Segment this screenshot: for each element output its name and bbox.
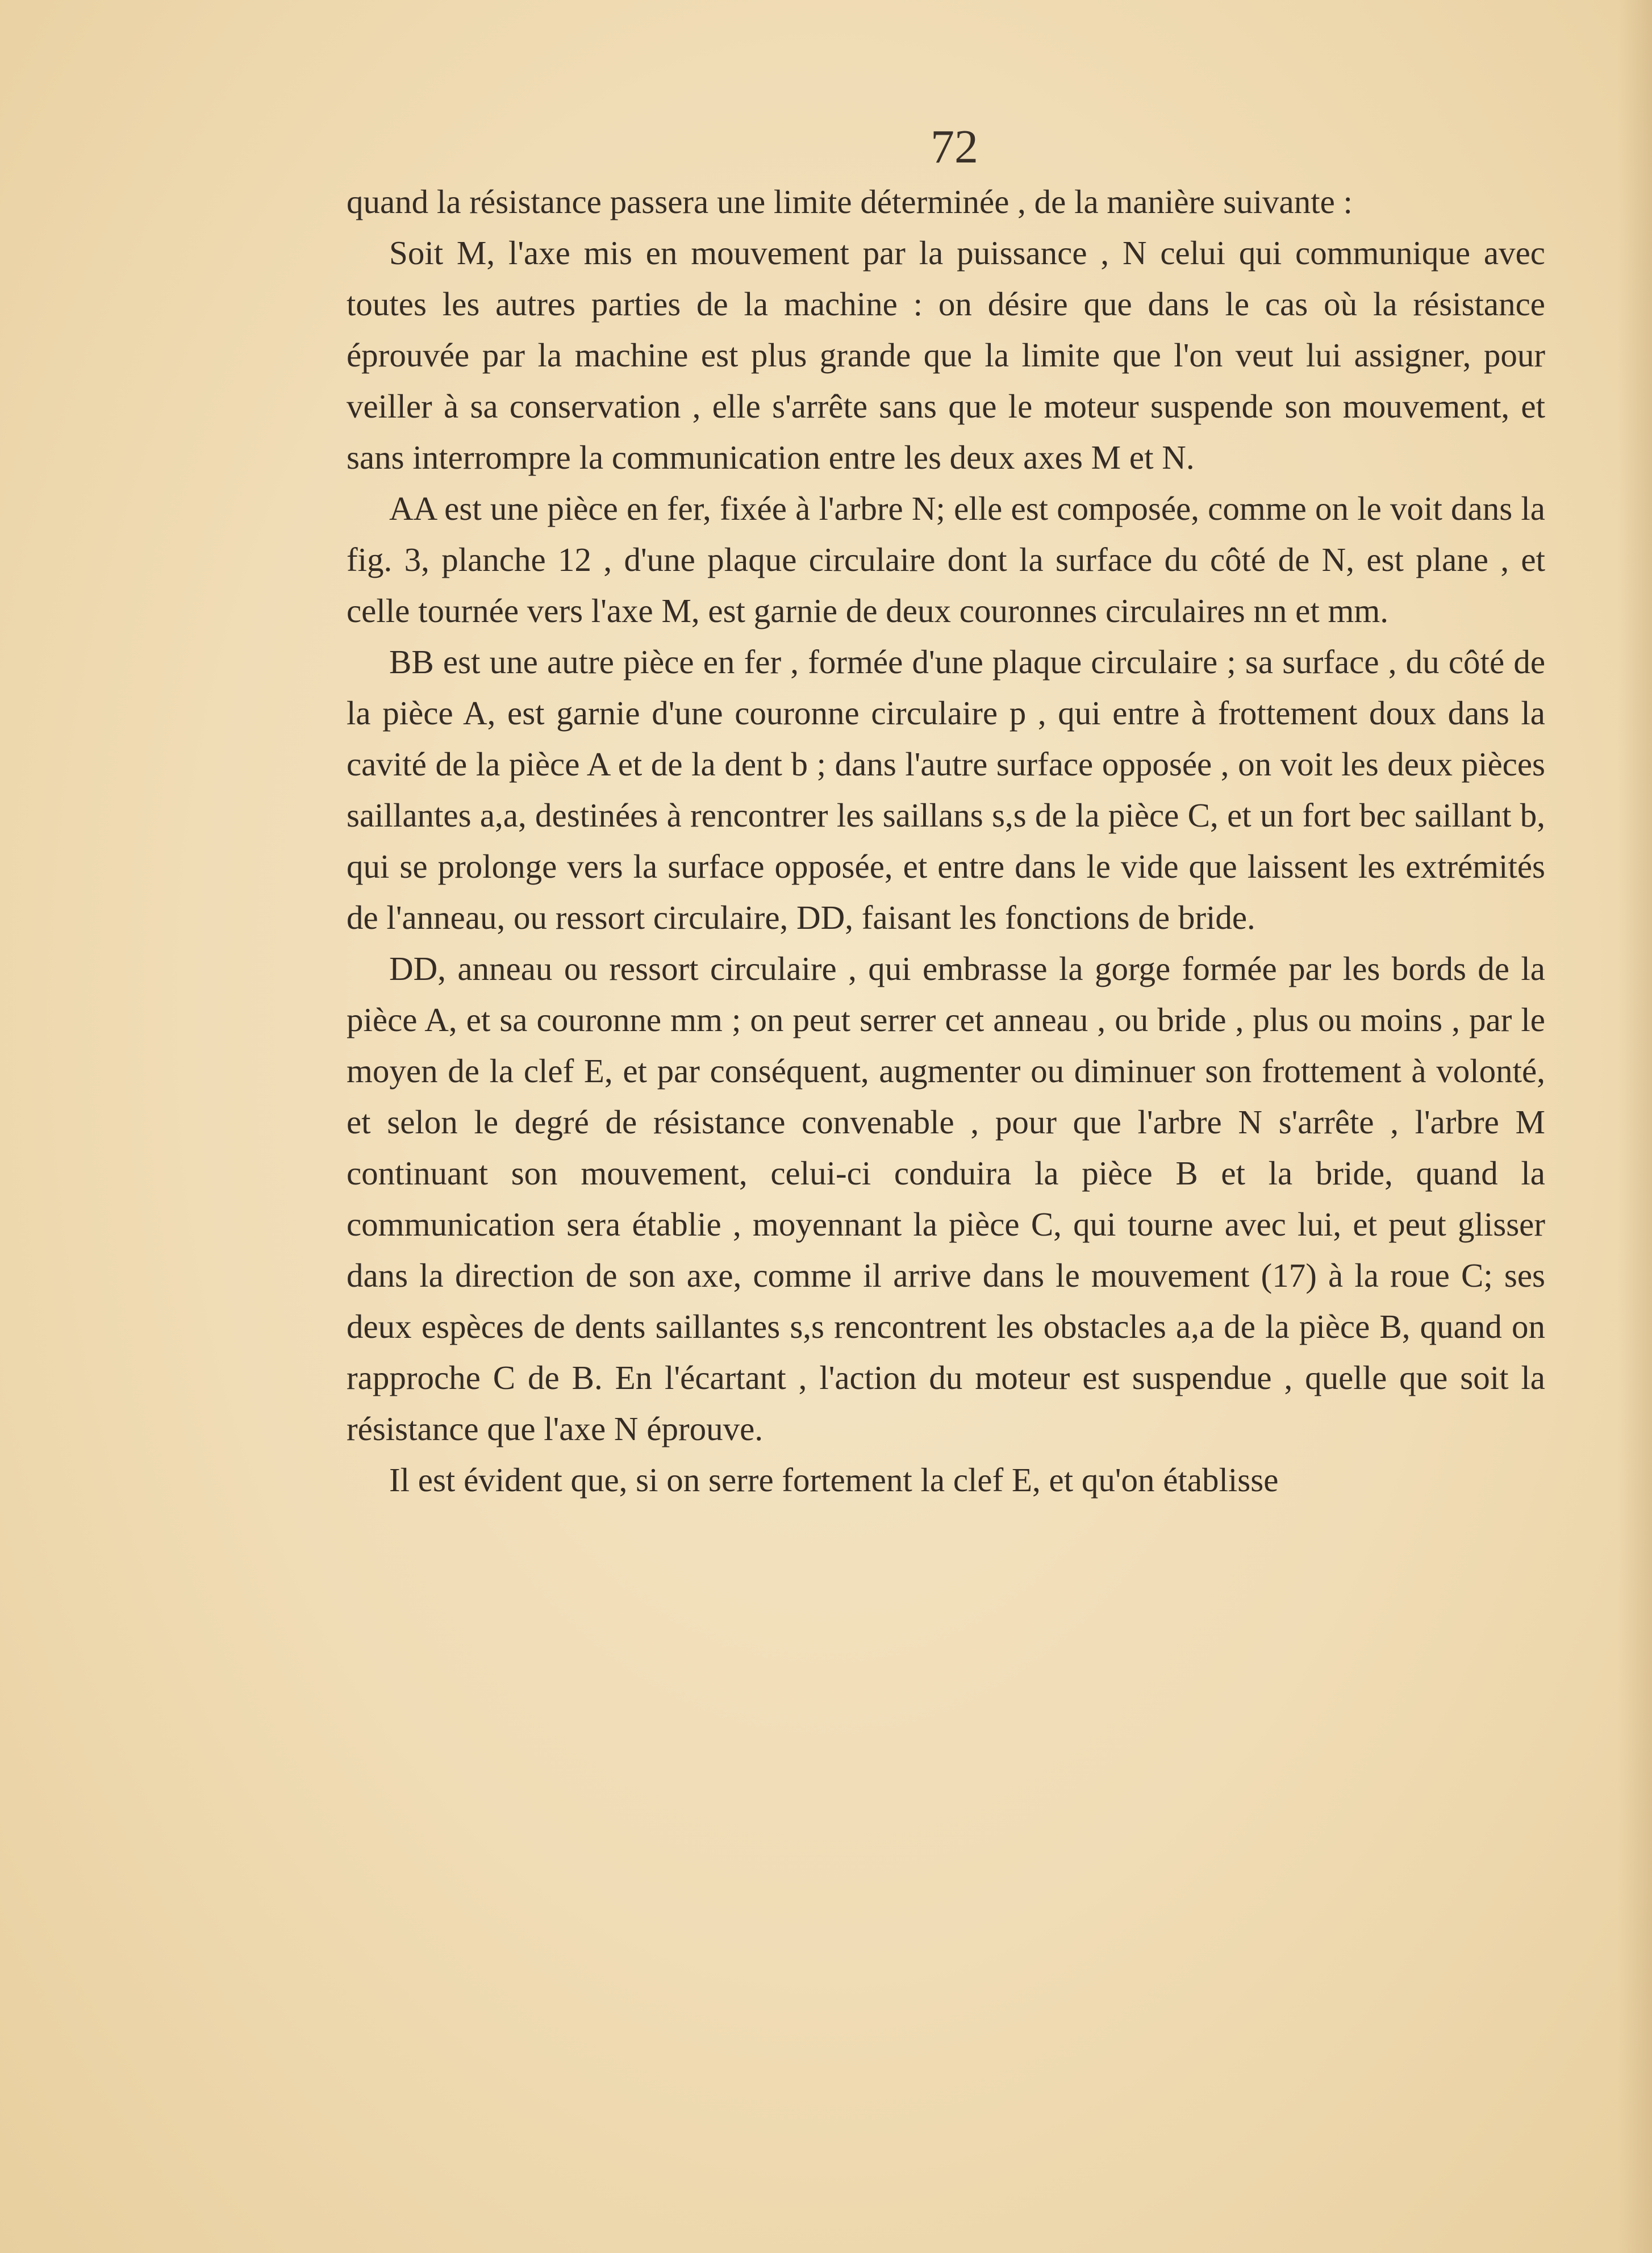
page-number: 72: [931, 120, 978, 173]
paragraph-piece-aa: AA est une pièce en fer, fixée à l'arbre N; elle est composée, comme on le voit dans la fig. 3, planche 12 , d'une plaque circulaire dont la surface du côté de N, est plane , et celle tournée vers l'axe M, est garnie de deux couronnes circulaires nn et mm.: [347, 490, 1545, 629]
paragraph-ring-dd: DD, anneau ou ressort circulaire , qui embrasse la gorge formée par les bords de la pièce A, et sa couronne mm ; on peut serrer cet anneau , ou bride , plus ou moins , par le moyen de la clef E, et par conséquent, augmenter ou diminuer son frottement à volonté, et selon le degré de résistance convenable , pour que l'arbre N s'arrête , l'arbre M continuant son mouvement, celui-ci conduira la pièce B et la bride, quand la communication sera établie , moyennant la pièce C, qui tourne avec lui, et peut glisser dans la direction de son axe, comme il arrive dans le mouvement (17) à la roue C; ses deux espèces de dents saillantes s,s rencontrent les obstacles a,a de la pièce B, quand on rapproche C de B. En l'écartant , l'action du moteur est suspendue , quelle que soit la résistance que l'axe N éprouve.: [347, 950, 1545, 1447]
page-edge-shadow: [1618, 0, 1652, 2253]
body-text: [347, 176, 1545, 1505]
paragraph-conclusion: Il est évident que, si on serre fortement la clef E, et qu'on établisse: [389, 1461, 1279, 1499]
paragraph-piece-bb: BB est une autre pièce en fer , formée d'une plaque circulaire ; sa surface , du côté de la pièce A, est garnie d'une couronne circulaire p , qui entre à frottement doux dans la cavité de la pièce A et de la dent b ; dans l'autre surface opposée , on voit les deux pièces saillantes a,a, destinées à rencontrer les saillans s,s de la pièce C, et un fort bec saillant b, qui se prolonge vers la surface opposée, et entre dans le vide que laissent les extrémités de l'anneau, ou ressort circulaire, DD, faisant les fonctions de bride.: [347, 643, 1545, 936]
paragraph-continuation: quand la résistance passera une limite déterminée , de la manière suivante :: [347, 183, 1353, 220]
paragraph-axes: Soit M, l'axe mis en mouvement par la puissance , N celui qui communique avec toutes les autres parties de la machine : on désire que dans le cas où la résistance éprouvée par la machine est plus grande que la limite que l'on veut lui assigner, pour veiller à sa conservation , elle s'arrête sans que le moteur suspende son mouvement, et sans interrompre la communication entre les deux axes M et N.: [347, 234, 1545, 476]
